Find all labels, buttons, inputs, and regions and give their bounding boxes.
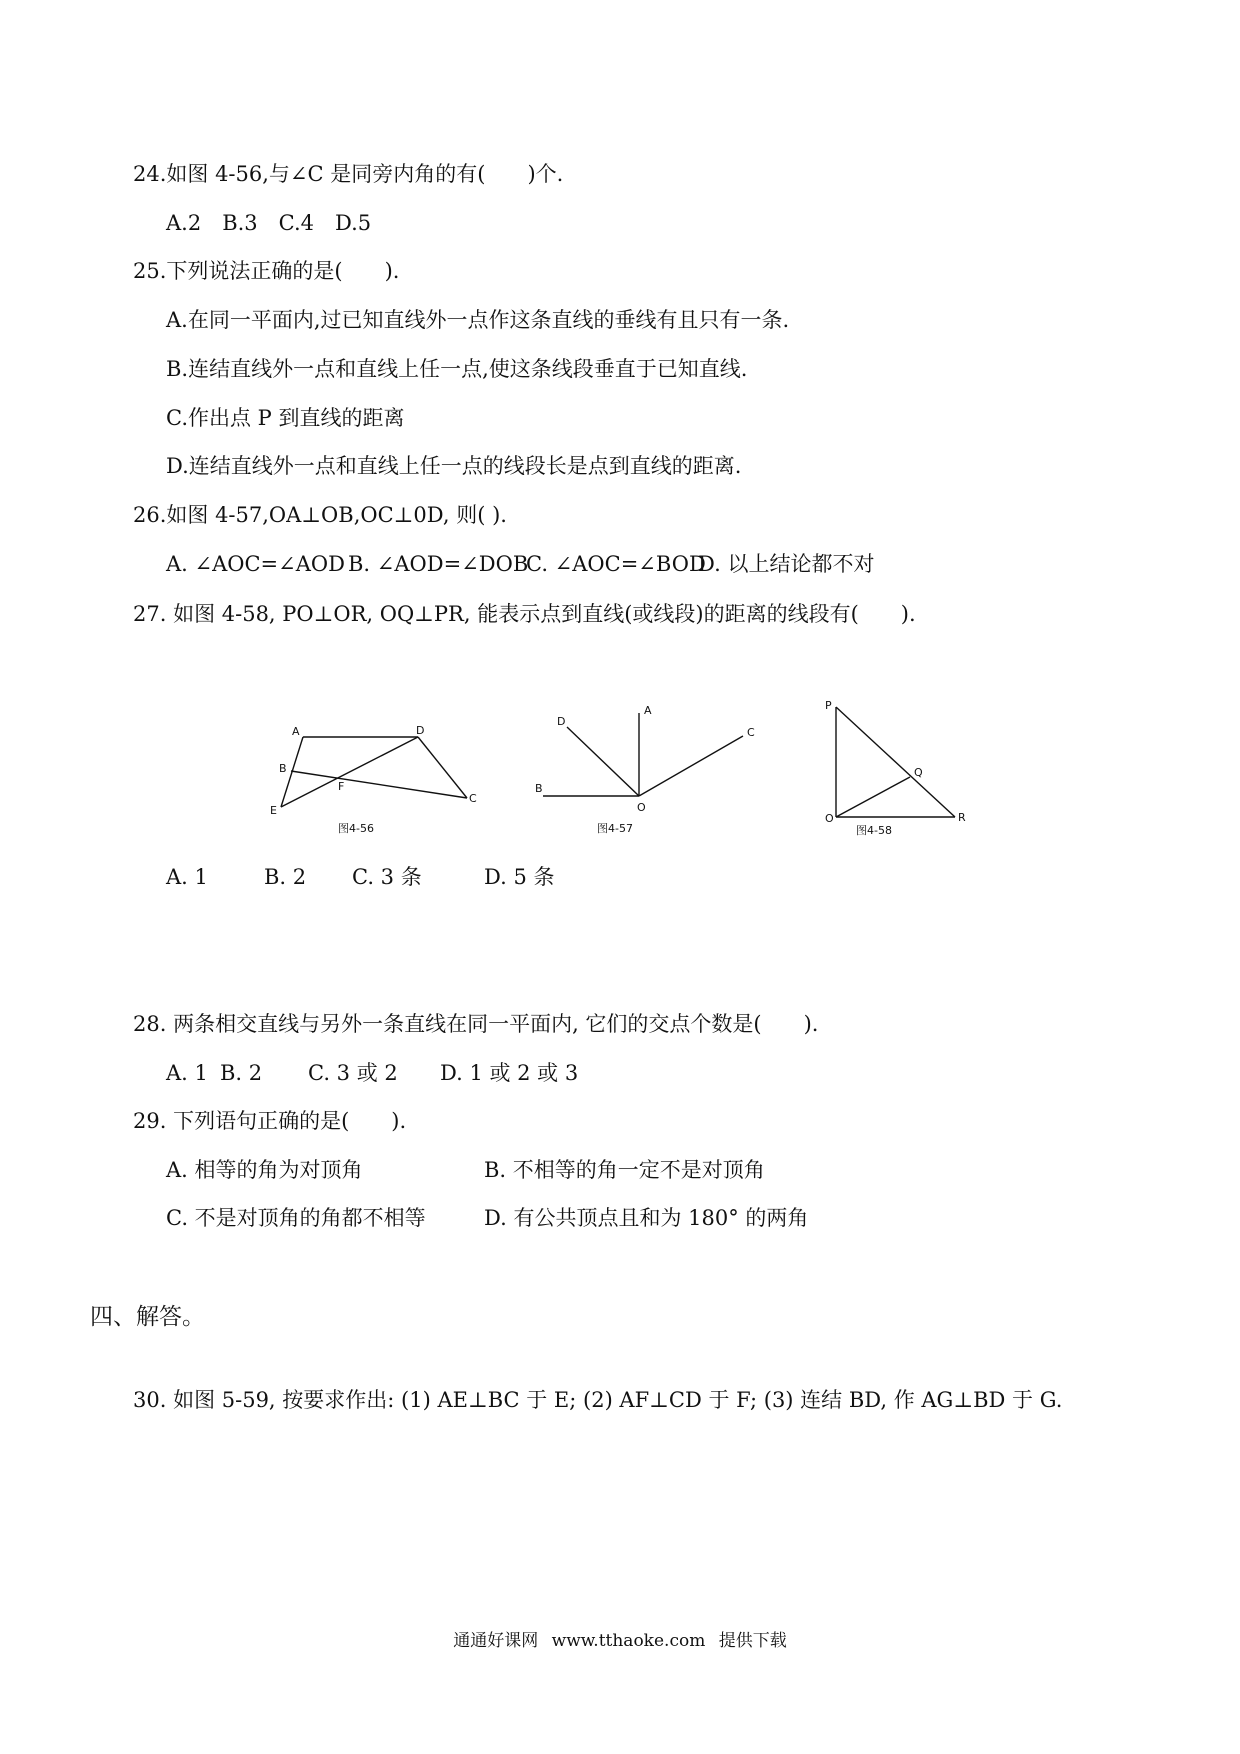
question-26-option-a: A. ∠AOC=∠AOD: [166, 552, 345, 576]
figure-4-58: [820, 692, 980, 842]
question-27-stem: 27. 如图 4-58, PO⊥OR, OQ⊥PR, 能表示点到直线(或线段)的距离的线段有( ).: [133, 602, 916, 626]
point-a-label: A: [292, 725, 300, 738]
question-28-option-a: A. 1: [166, 1061, 208, 1085]
question-25-stem: 25.下列说法正确的是( ).: [133, 259, 400, 283]
point-c-label: C: [469, 792, 477, 805]
question-26-stem: 26.如图 4-57,OA⊥OB,OC⊥0D, 则( ).: [133, 503, 507, 527]
point-c-label: C: [747, 726, 755, 739]
section-title: 四、解答。: [90, 1304, 205, 1330]
question-29-option-d: D. 有公共顶点且和为 180° 的两角: [484, 1206, 809, 1230]
question-27-option-d: D. 5 条: [484, 865, 555, 889]
segment-bc: [291, 771, 467, 798]
segment-dc: [418, 737, 467, 798]
question-25-option-a: A.在同一平面内,过已知直线外一点作这条直线的垂线有且只有一条.: [166, 308, 790, 332]
point-f-label: F: [338, 780, 345, 793]
point-d-label: D: [557, 715, 566, 728]
question-28-option-b: B. 2: [220, 1061, 263, 1085]
figure-4-58-caption: 图4-58: [856, 824, 892, 837]
question-26-option-d: D. 以上结论都不对: [698, 552, 875, 576]
ray-od: [567, 727, 639, 796]
figure-4-56-caption: 图4-56: [338, 822, 374, 835]
segment-oq: [836, 777, 910, 817]
question-27-option-a: A. 1: [166, 865, 208, 889]
question-27-option-b: B. 2: [264, 865, 307, 889]
segment-pr: [836, 707, 955, 817]
point-o-label: O: [825, 812, 834, 825]
ray-oc: [639, 736, 743, 796]
question-29-stem: 29. 下列语句正确的是( ).: [133, 1109, 407, 1133]
figure-4-57-caption: 图4-57: [597, 822, 633, 835]
point-r-label: R: [958, 811, 966, 824]
point-b-label: B: [279, 762, 287, 775]
question-28-option-d: D. 1 或 2 或 3: [440, 1061, 579, 1085]
question-29-option-b: B. 不相等的角一定不是对顶角: [484, 1158, 765, 1182]
question-27-option-c: C. 3 条: [352, 865, 422, 889]
point-q-label: Q: [914, 766, 923, 779]
question-26-option-b: B. ∠AOD=∠DOB: [348, 552, 529, 576]
footer-site-name: 通通好课网: [453, 1631, 539, 1651]
question-28-option-c: C. 3 或 2: [308, 1061, 398, 1085]
question-25-option-b: B.连结直线外一点和直线上任一点,使这条线段垂直于已知直线.: [166, 357, 748, 381]
question-28-stem: 28. 两条相交直线与另外一条直线在同一平面内, 它们的交点个数是( ).: [133, 1012, 819, 1036]
footer-suffix: 提供下载: [718, 1631, 787, 1651]
question-24-options: A.2 B.3 C.4 D.5: [166, 211, 372, 235]
question-26-option-c: C. ∠AOC=∠BOD: [526, 552, 706, 576]
point-p-label: P: [825, 699, 832, 712]
point-e-label: E: [270, 804, 277, 817]
question-25-option-c: C.作出点 P 到直线的距离: [166, 406, 405, 430]
question-25-option-d: D.连结直线外一点和直线上任一点的线段长是点到直线的距离.: [166, 454, 742, 478]
footer-url[interactable]: www.tthaoke.com: [551, 1631, 706, 1651]
question-24-stem: 24.如图 4-56,与∠C 是同旁内角的有( )个.: [133, 162, 564, 186]
figure-4-56: [270, 720, 490, 840]
point-d-label: D: [416, 724, 425, 737]
question-29-option-a: A. 相等的角为对顶角: [166, 1158, 363, 1182]
question-30-stem: 30. 如图 5-59, 按要求作出: (1) AE⊥BC 于 E; (2) AF⊥CD 于 F; (3) 连结 BD, 作 AG⊥BD 于 G.: [133, 1388, 1063, 1412]
question-29-option-c: C. 不是对顶角的角都不相等: [166, 1206, 426, 1230]
point-b-label: B: [535, 782, 543, 795]
point-o-label: O: [637, 801, 646, 814]
point-a-label: A: [644, 704, 652, 717]
figure-4-57: [535, 700, 765, 840]
page-footer: [0, 1630, 1240, 1652]
